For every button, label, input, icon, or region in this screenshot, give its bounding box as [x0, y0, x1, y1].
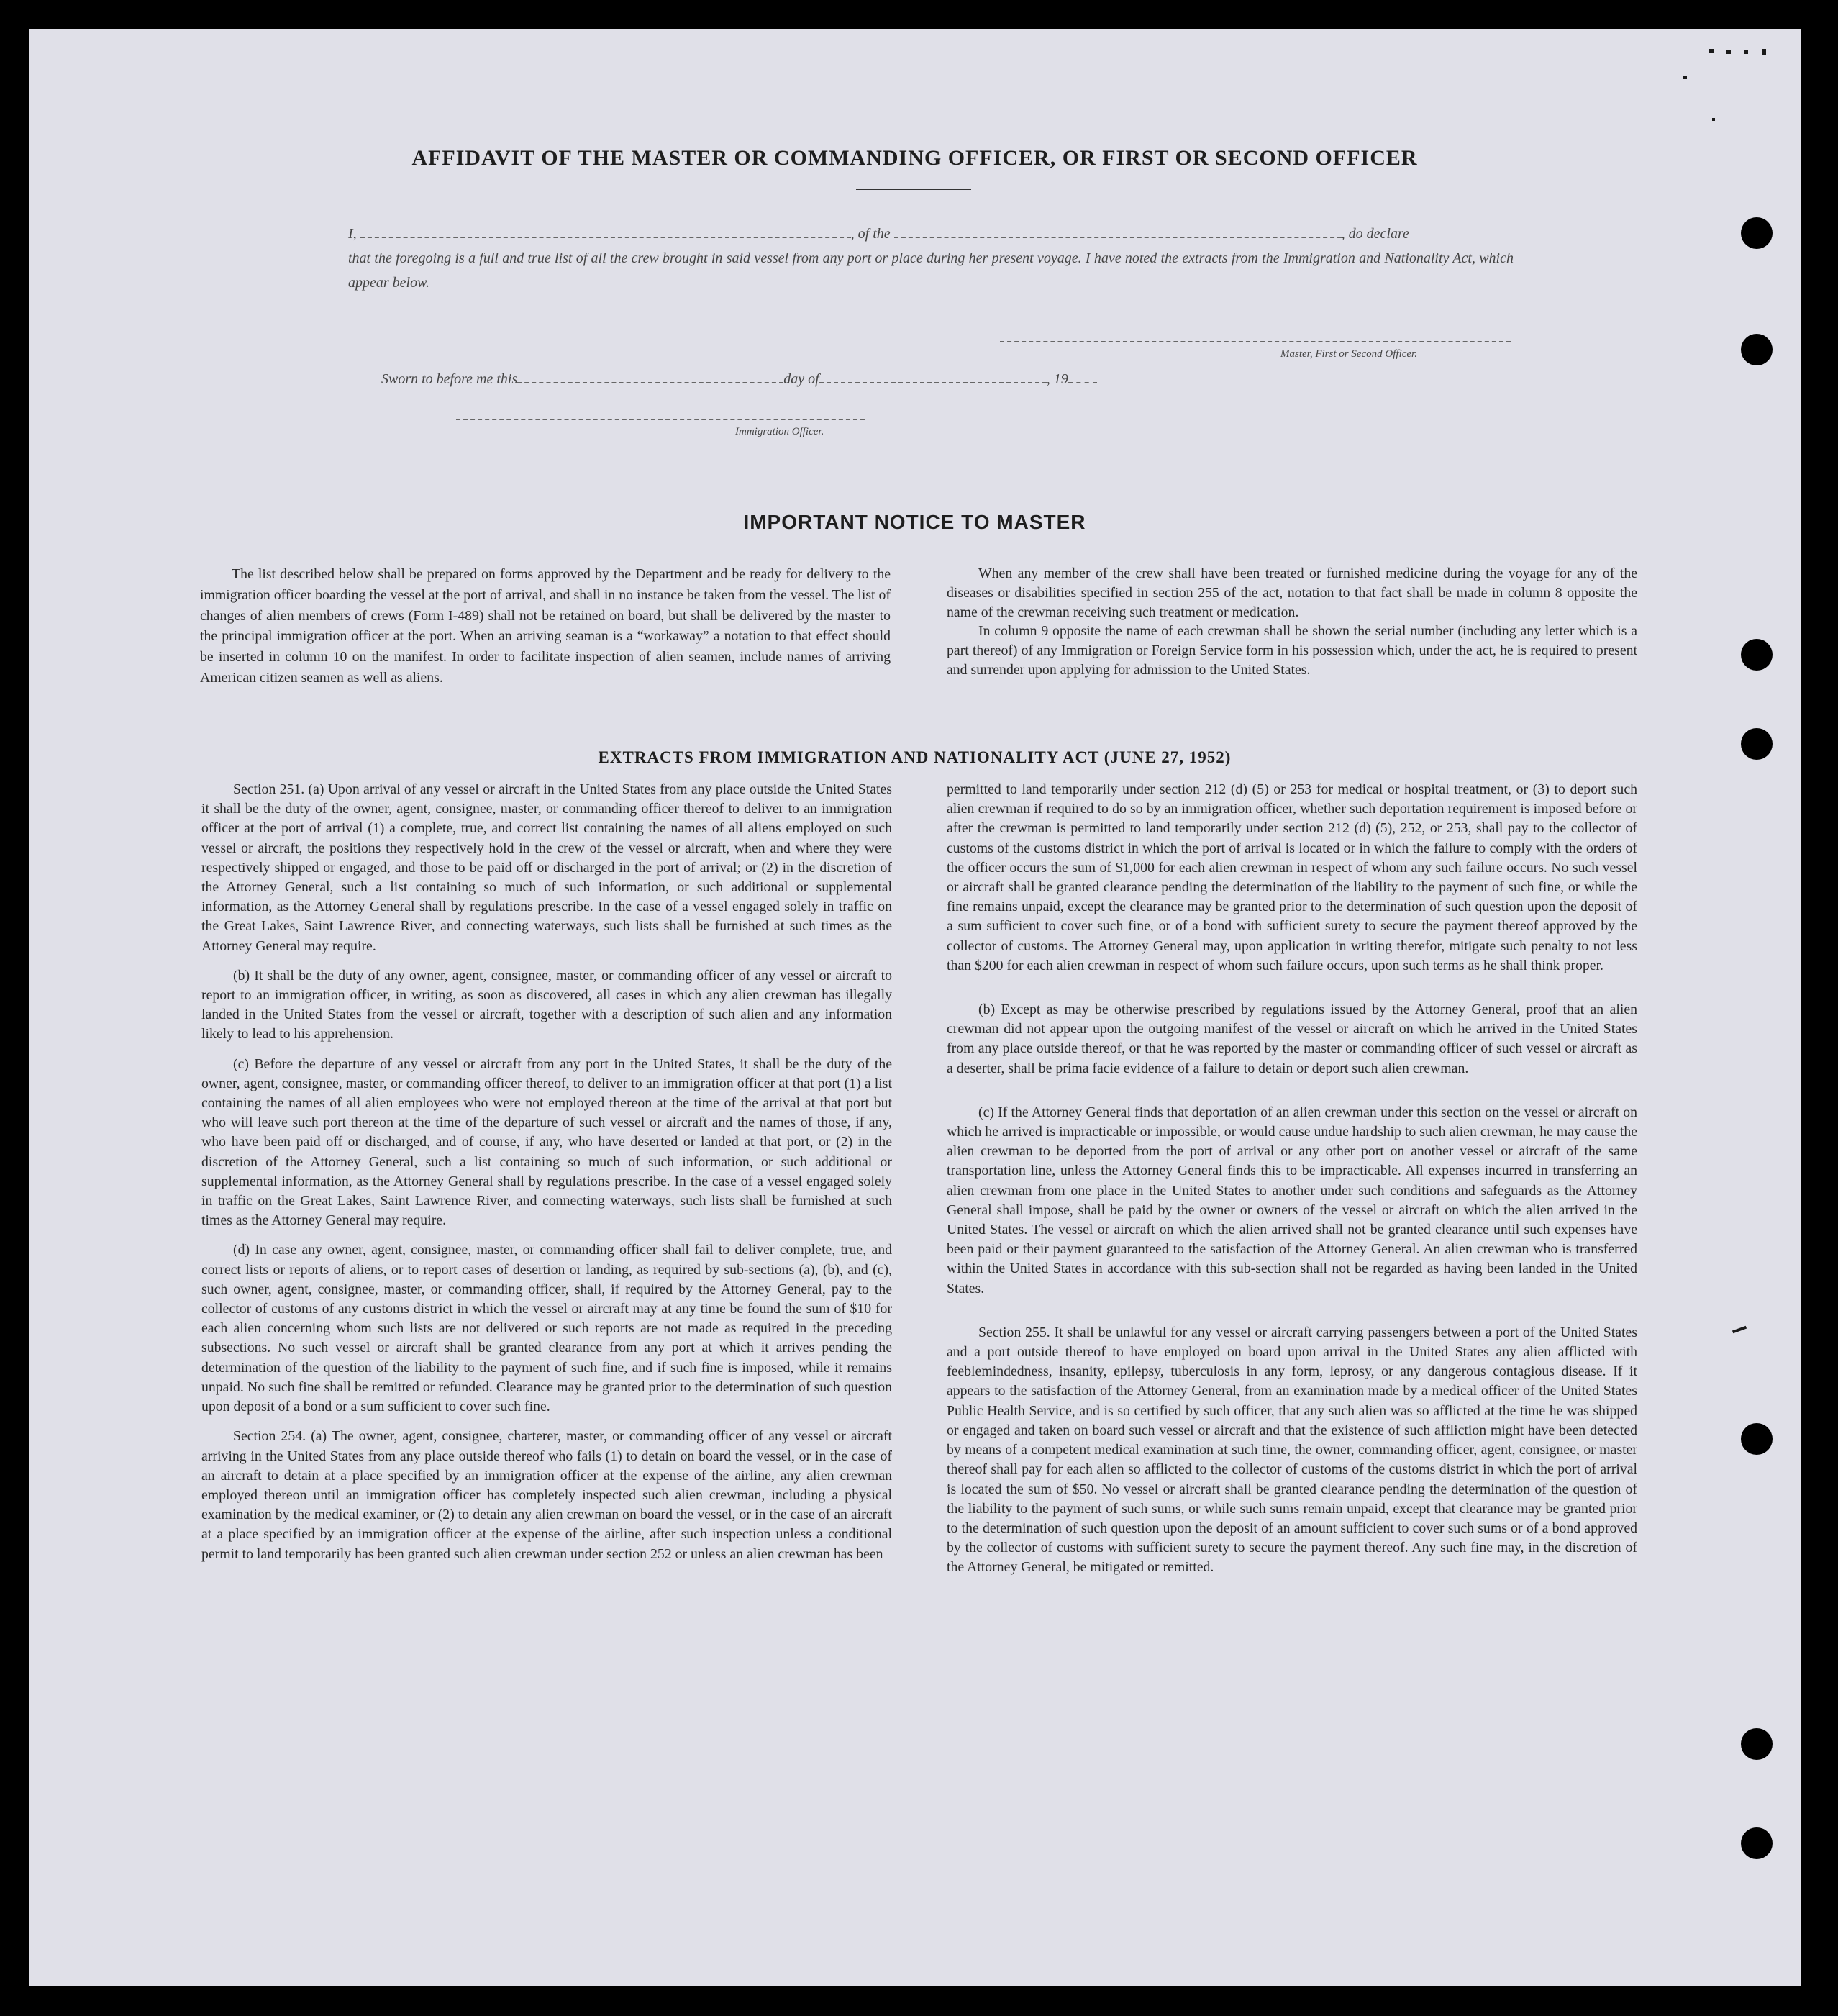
extract-paragraph: (d) In case any owner, agent, consignee, master, or commanding officer shall fail to deliver complete, true, and correct lists or reports of aliens, or to report cases of desertion or landing, as required by sub-sections (a), (b), and (c), such owner, agent, consignee, master, or commanding officer, shall, if required by the Attorney General, pay to the collector of customs of any customs district in which the vessel or aircraft may at any time be found the sum of $10 for each alien concerning whom such lists are not delivered or such reports are not made as required in the preceding subsections. No such vessel or aircraft shall be granted clearance from any port at which it arrives pending the determination of the question of the liability to the payment of such fine, and if such fine is imposed, while it remains unpaid. No such fine shall be remitted or refunded. Clearance may be granted prior to the determination of such question upon deposit of a bond or a sum sufficient to cover such fine.	[201, 1242, 892, 1415]
extract-paragraph: (c) Before the departure of any vessel or aircraft from any port in the United States, it shall be the duty of the owner, agent, consignee, master, or commanding officer thereof, to deliver to an immigration officer at that port (1) a list containing the names of all alien employees who were not employed thereon at the time of the arrival at that port but who will leave such port thereon at the time of the departure of such vessel or aircraft and the names of those, if any, who have been paid off or discharged, and of course, if any, who have deserted or landed at that port, or (2) in the discretion of the Attorney General, such a list containing so much of such information, or such additional or supplemental information, as the Attorney General shall by regulations prescribe. In the case of a vessel engaged solely in traffic on the Great Lakes, Saint Lawrence River, and connecting waterways, such lists shall be furnished at such times as the Attorney General may require.	[201, 1055, 892, 1229]
extract-paragraph: (c) If the Attorney General finds that deportation of an alien crewman under this section on the vessel or aircraft on which he arrived is impracticable or impossible, or would cause undue hardship to such alien crewman, he may cause the alien crewman to be deported from the port of arrival or any other port on another vessel or aircraft of the same transportation line, unless the Attorney General finds this to be impracticable. All expenses incurred in transferring an alien crewman from one place in the United States to another under such conditions and safeguards as the Attorney General shall impose, shall be paid by the owner or owners of the vessel or aircraft on which the alien arrived in the United States. The vessel or aircraft on which the alien arrived shall not be granted clearance until such expenses have been paid or their payment guaranteed to the satisfaction of the Attorney General. An alien crewman who is transferred within the United States in accordance with this sub-section shall not be regarded as having been landed in the United States.	[947, 1104, 1637, 1297]
sworn-label: Sworn to before me this	[381, 371, 518, 387]
declaration-text: that the foregoing is a full and true list of all the crew brought in said vessel from any port or place during her present voyage. I have noted the extracts from the Immigration and Nationality Act, which appear below.	[348, 250, 1514, 291]
do-declare-label: , do declare	[1341, 226, 1409, 242]
binder-hole	[1741, 1423, 1773, 1455]
scan-speck	[1709, 49, 1714, 53]
scan-speck	[1726, 50, 1731, 54]
sworn-year-blank[interactable]	[1068, 371, 1097, 383]
extract-paragraph: Section 251. (a) Upon arrival of any vessel or aircraft in the United States from any place outside the United States it shall be the duty of the owner, agent, consignee, master, or commanding officer thereof to deliver to an immigration officer at the port of arrival (1) a complete, true, and correct list containing the names of all aliens employed on such vessel or aircraft, the positions they respectively hold in the crew of the vessel or aircraft, when and where they were respectively shipped or engaged, and those to be paid off or discharged in the port of arrival; or (2) in the discretion of the Attorney General, such a list containing so much of such information, or such additional or supplemental information, as the Attorney General shall by regulations prescribe. In the case of a vessel engaged solely in traffic on the Great Lakes, Saint Lawrence River, and connecting waterways, such lists shall be furnished at such times as the Attorney General may require.	[201, 781, 892, 954]
sworn-month-blank[interactable]	[819, 371, 1047, 383]
binder-hole	[1741, 639, 1773, 671]
extract-paragraph: Section 255. It shall be unlawful for any vessel or aircraft carrying passengers between a port of the United States and a port outside thereof to have employed on board upon arrival in the United States any alien afflicted with feeblemindedness, insanity, epilepsy, tuberculosis in any form, leprosy, or any dangerous contagious disease. If it appears to the satisfaction of the Attorney General, from an examination made by a medical officer of the United States Public Health Service, and is so certified by such officer, that any such alien was so afflicted at the time he was shipped or engaged and taken on board such vessel or aircraft and that the existence of such affliction might have been detected by means of a competent medical examination at such time, the owner, commanding officer, agent, consignee, or master thereof shall pay for each alien so afflicted to the collector of customs of the customs district in which the port of arrival is located the sum of $50. No vessel or aircraft shall be granted clearance pending the determination of the question of the liability to the payment of such sums, or while such sums remain unpaid, except that clearance may be granted prior to the determination of such question upon the deposit of an amount sufficient to cover such sums or of a bond approved by the collector of customs with sufficient surety to secure the payment thereof. Any such fine may, in the discretion of the Attorney General, be mitigated or remitted.	[947, 1324, 1637, 1576]
immigration-officer-caption: Immigration Officer.	[735, 426, 824, 437]
extracts-right-column	[947, 780, 1637, 1578]
i-label: I,	[348, 226, 357, 242]
master-signature-caption: Master, First or Second Officer.	[1280, 348, 1417, 360]
sworn-line	[381, 367, 1547, 391]
extract-paragraph: (b) Except as may be otherwise prescribed by regulations issued by the Attorney General, proof that an alien crewman did not appear upon the outgoing manifest of the vessel or aircraft on which he arrived in the United States from any place outside thereof, or that he was reported by the master or commanding officer of such vessel or aircraft as a deserter, shall be prima facie evidence of a failure to detain or deport such alien crewman.	[947, 1002, 1637, 1076]
scan-speck	[1744, 50, 1748, 54]
notice-title: IMPORTANT NOTICE TO MASTER	[743, 511, 1086, 533]
title-rule	[856, 189, 971, 190]
notice-right-column	[947, 564, 1637, 680]
extracts-title: EXTRACTS FROM IMMIGRATION AND NATIONALITY ACT (JUNE 27, 1952)	[598, 748, 1232, 766]
notice-paragraph: In column 9 opposite the name of each crewman shall be shown the serial number (including any letter which is a part thereof) of any Immigration or Foreign Service form in his possession which, under the act, he is required to present and surrender upon applying for admission to the United States.	[947, 623, 1637, 678]
immigration-officer-signature-line[interactable]	[456, 419, 865, 420]
binder-hole	[1741, 1728, 1773, 1760]
extracts-left-column	[201, 780, 892, 1564]
extract-paragraph: permitted to land temporarily under section 212 (d) (5) or 253 for medical or hospital treatment, or (3) to deport such alien crewman if required to do so by an immigration officer, whether such deportation requirement is imposed before or after the crewman is permitted to land temporarily under section 212 (d) (5), 252, or 253, shall pay to the collector of customs of the customs district in which the port of arrival is located or in which the failure to comply with the orders of the officer occurs the sum of $1,000 for each alien crewman in respect of whom any such failure occurs. No such vessel or aircraft shall be granted clearance pending the determination of the liability to the payment of such fine, or while the fine remains unpaid, except the clearance may be granted prior to the determination of such question upon the deposit of a sum sufficient to cover such fine, or of a bond with sufficient surety to secure the payment thereof approved by the collector of customs. The Attorney General may, upon application in writing therefor, mitigate such penalty to not less than $200 for each alien crewman in respect of whom such failure occurs, upon such terms as he shall think proper.	[947, 781, 1637, 973]
declaration-fill-line	[348, 222, 1514, 246]
master-signature-line[interactable]	[1000, 341, 1511, 342]
sworn-day-blank[interactable]	[517, 371, 783, 383]
of-the-label: , of the	[850, 226, 891, 242]
extract-paragraph: (b) It shall be the duty of any owner, agent, consignee, master, or commanding officer of any vessel or aircraft to report to an immigration officer, in writing, as soon as discovered, all cases in which any alien crewman has illegally landed in the United States from the vessel or aircraft, together with a description of such alien and any information likely to lead to his apprehension.	[201, 967, 892, 1043]
vessel-blank[interactable]	[894, 225, 1342, 238]
scan-speck	[1732, 1326, 1747, 1334]
scan-speck	[1762, 49, 1766, 55]
document-page	[29, 29, 1801, 1986]
name-blank[interactable]	[360, 225, 851, 238]
scan-speck	[1683, 76, 1687, 79]
affidavit-title: AFFIDAVIT OF THE MASTER OR COMMANDING OFFICER, OR FIRST OR SECOND OFFICER	[411, 146, 1418, 170]
notice-paragraph: When any member of the crew shall have been treated or furnished medicine during the voyage for any of the diseases or disabilities specified in section 255 of the act, notation to that fact shall be made in column 8 opposite the name of the crewman receiving such treatment or medication.	[947, 566, 1637, 620]
day-of-label: day of	[783, 371, 819, 387]
binder-hole	[1741, 217, 1773, 249]
scan-speck	[1712, 118, 1715, 121]
notice-left-column	[200, 564, 891, 689]
binder-hole	[1741, 1827, 1773, 1859]
binder-hole	[1741, 334, 1773, 365]
extract-paragraph: Section 254. (a) The owner, agent, consignee, charterer, master, or commanding officer of any vessel or aircraft arriving in the United States from any place outside thereof who fails (1) to detain on board the vessel, or in the case of an aircraft to detain at a place specified by an immigration officer at the expense of the airline, any alien crewman employed thereon until an immigration officer has completely inspected such alien crewman, including a physical examination by the medical examiner, or (2) to detain any alien crewman on board the vessel, or in the case of an aircraft at a place specified by an immigration officer at the expense of the airline, after such inspection unless a conditional permit to land temporarily has been granted such alien crewman under section 252 or unless an alien crewman has been	[201, 1428, 892, 1562]
notice-paragraph: The list described below shall be prepared on forms approved by the Department and be ready for delivery to the immigration officer boarding the vessel at the port of arrival, and shall in no instance be taken from the vessel. The list of changes of alien members of crews (Form I-489) shall not be retained on board, but shall be delivered by the master to the principal immigration officer at the port. When an arriving seaman is a “workaway” a notation to that effect should be inserted in column 10 on the manifest. In order to facilitate inspection of alien seamen, include names of arriving American citizen seamen as well as aliens.	[200, 566, 891, 686]
year-label: , 19	[1046, 371, 1068, 387]
